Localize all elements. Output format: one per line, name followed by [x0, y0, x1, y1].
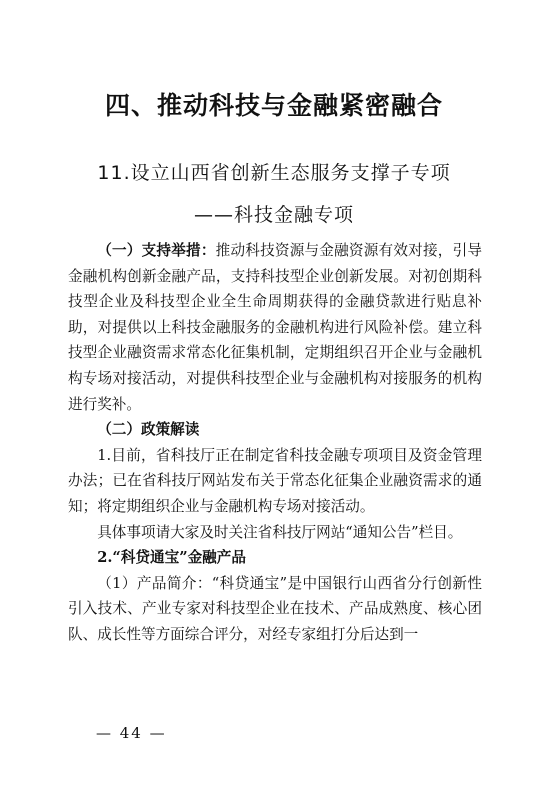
support-lead: （一）支持举措： [97, 242, 216, 259]
product-heading: 2.“科贷通宝”金融产品 [97, 549, 246, 567]
body-text [68, 238, 482, 648]
section-title: 11.设立山西省创新生态服务支撑子专项 [97, 162, 451, 184]
section-subtitle: ——科技金融专项 [193, 204, 354, 226]
policy-heading: （二）政策解读 [97, 421, 200, 439]
policy-paragraph-2: 具体事项请大家及时关注省科技厅网站“通知公告”栏目。 [97, 523, 463, 541]
policy-paragraph-1: 1.目前，省科技厅正在制定省科技金融专项项目及资金管理办法；已在省科技厅网站发布关于常态化征集企业融资需求的通知；将定期组织企业与金融机构专场对接活动。 [68, 446, 482, 515]
support-text: 推动科技资源与金融资源有效对接，引导金融机构创新金融产品，支持科技型企业创新发展。对初创期科技型企业及科技型企业全生命周期获得的金融贷款进行贴息补助，对提供以上科技金融服务的金融机构进行风险补偿。建立科技型企业融资需求常态化征集机制，定期组织召开企业与金融机构专场对接活动，对提供科技型企业与金融机构对接服务的机构进行奖补。 [68, 242, 482, 413]
page-number: — 44 — [96, 724, 167, 742]
chapter-title: 四、推动科技与金融紧密融合 [104, 91, 443, 120]
support-paragraph [68, 238, 482, 417]
product-paragraph: （1）产品简介：“科贷通宝”是中国银行山西省分行创新性引入技术、产业专家对科技型企业在技术、产品成熟度、核心团队、成长性等方面综合评分，对经专家组打分后达到一 [68, 574, 482, 643]
